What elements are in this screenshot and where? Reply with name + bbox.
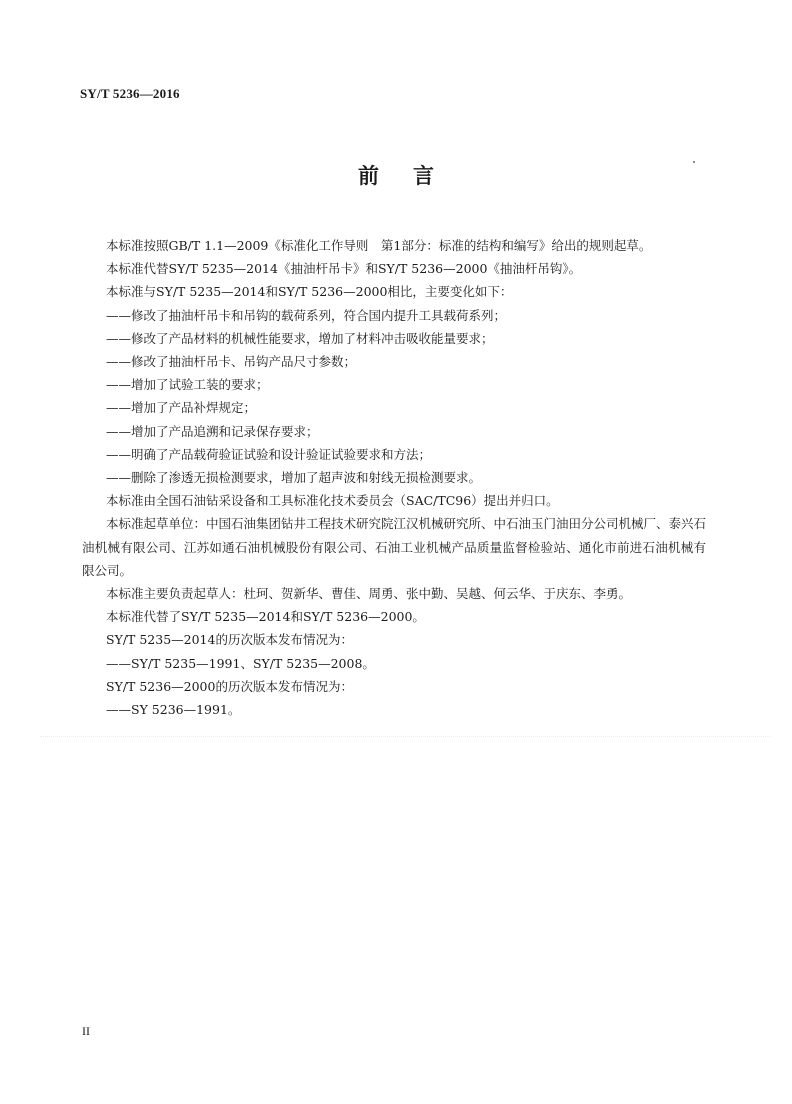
scan-artifact-line	[40, 736, 770, 737]
change-item: ——增加了产品补焊规定；	[106, 400, 257, 416]
paragraph-drafters: 本标准主要负责起草人：杜珂、贺新华、曹佳、周勇、张中勤、吴越、何云华、于庆东、李勇。	[106, 586, 632, 602]
change-item: ——增加了试验工装的要求；	[106, 377, 269, 393]
paragraph-supersedes: 本标准代替了SY/T 5235—2014和SY/T 5236—2000。	[106, 609, 425, 625]
scan-speck	[693, 161, 695, 163]
page-number: II	[82, 1024, 90, 1038]
change-item: ——删除了渗透无损检测要求，增加了超声波和射线无损检测要求。	[106, 470, 482, 486]
change-item: ——修改了抽油杆吊卡、吊钩产品尺寸参数；	[106, 354, 357, 370]
paragraph-history-5236: SY/T 5236—2000的历次版本发布情况为：	[106, 678, 353, 694]
standard-code: SY/T 5236—2016	[80, 86, 180, 101]
paragraph-replaces: 本标准代替SY/T 5235—2014《抽油杆吊卡》和SY/T 5236—2000《抽油杆吊钩》。	[106, 261, 582, 277]
change-item: ——修改了产品材料的机械性能要求，增加了材料冲击吸收能量要求；	[106, 330, 494, 346]
history-item: ——SY 5236—1991。	[106, 702, 241, 718]
paragraph-proposer: 本标准由全国石油钻采设备和工具标准化技术委员会（SAC/TC96）提出并归口。	[106, 493, 559, 509]
preface-body	[82, 234, 706, 721]
paragraph-changes-intro: 本标准与SY/T 5235—2014和SY/T 5236—2000相比，主要变化如下：	[106, 284, 513, 300]
change-item: ——明确了产品载荷验证试验和设计验证试验要求和方法；	[106, 446, 432, 462]
paragraph-drafting-rules: 本标准按照GB/T 1.1—2009《标准化工作导则 第1部分：标准的结构和编写》给出的规则起草。	[106, 238, 652, 253]
change-item: ——增加了产品追溯和记录保存要求；	[106, 423, 319, 439]
history-item: ——SY/T 5235—1991、SY/T 5235—2008。	[106, 655, 375, 671]
page-title: 前言	[358, 164, 468, 188]
change-item: ——修改了抽油杆吊卡和吊钩的载荷系列，符合国内提升工具载荷系列；	[106, 307, 507, 323]
paragraph-history-5235: SY/T 5235—2014的历次版本发布情况为：	[106, 632, 353, 648]
paragraph-drafting-units: 本标准起草单位：中国石油集团钻井工程技术研究院江汉机械研究所、中石油玉门油田分公司机械厂、泰兴石油机械有限公司、江苏如通石油机械股份有限公司、石油工业机械产品质量监督检验站、通化市前进石油机械有限公司。	[82, 516, 707, 578]
